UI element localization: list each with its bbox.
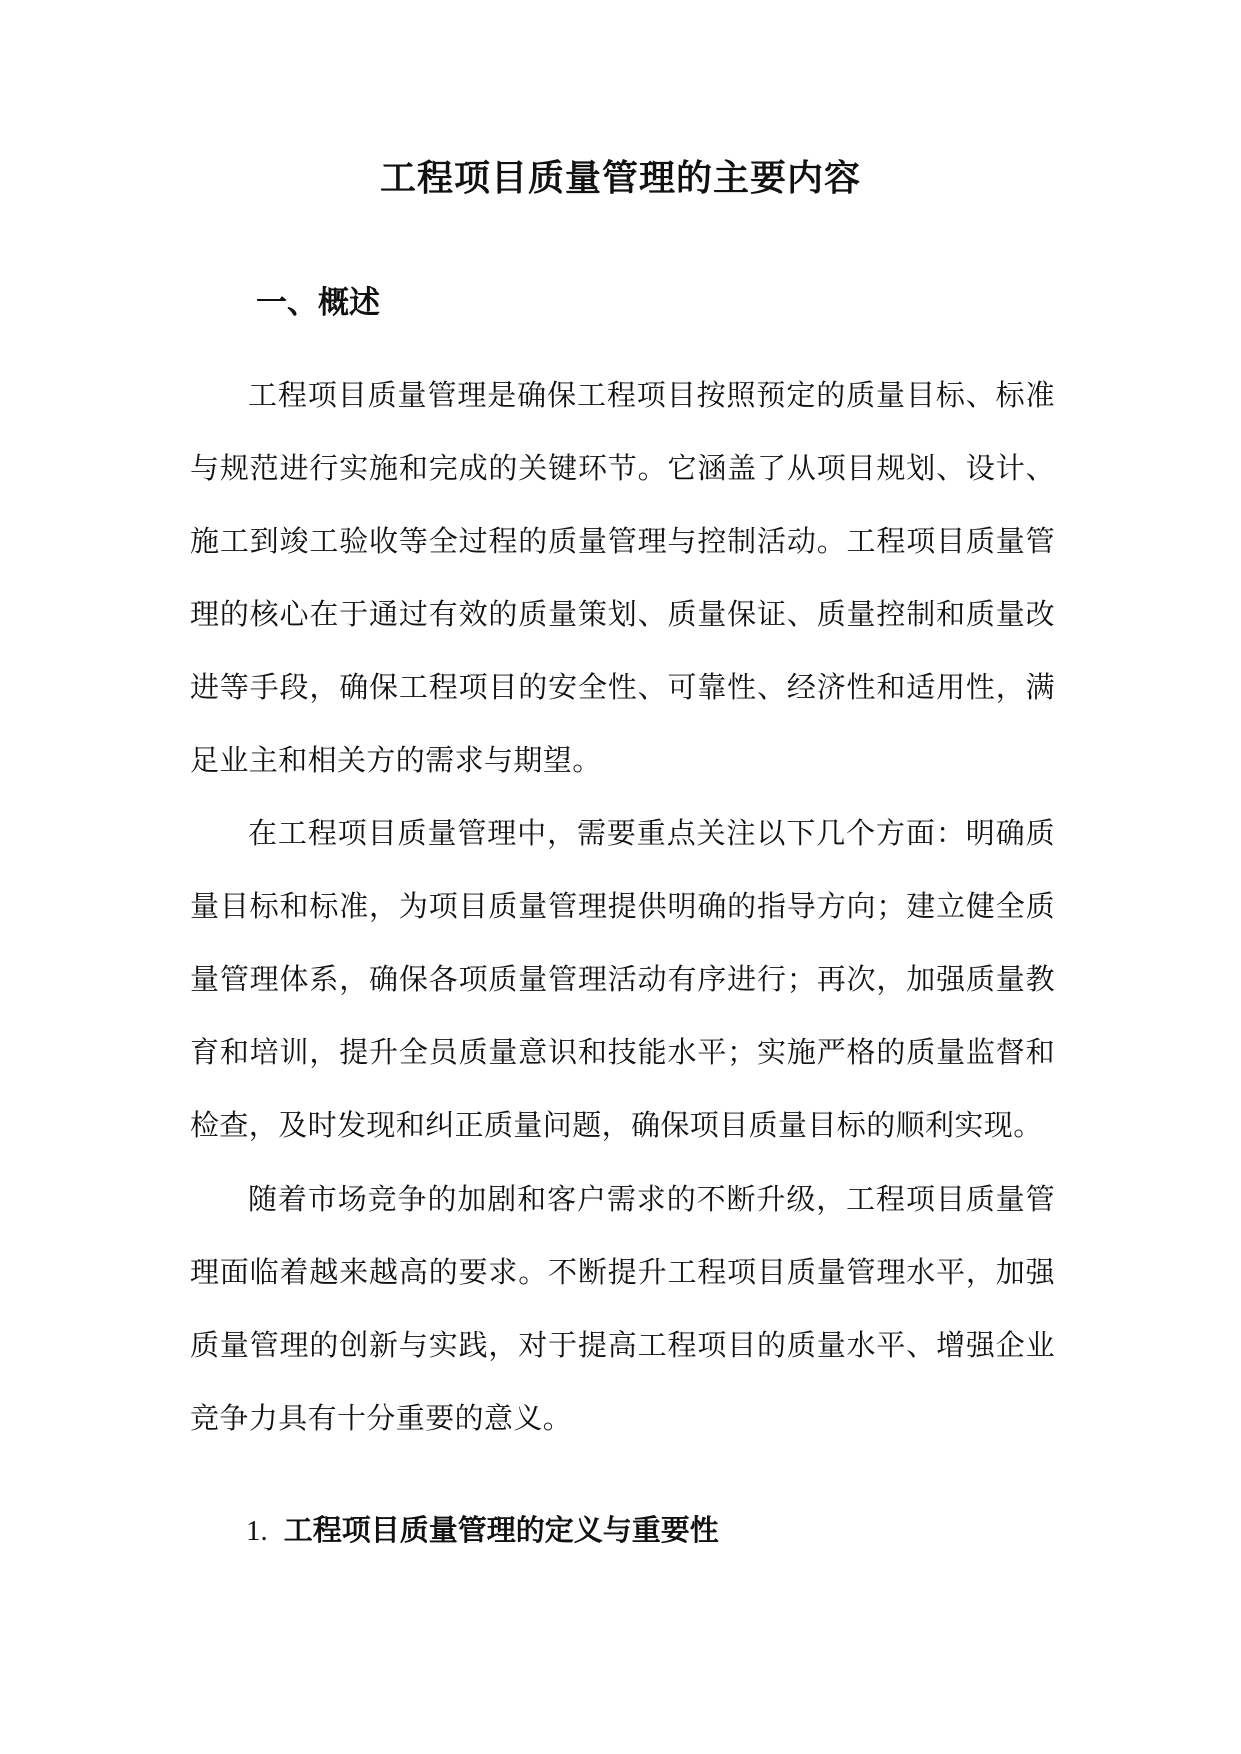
- paragraph-3: 随着市场竞争的加剧和客户需求的不断升级，工程项目质量管理面临着越来越高的要求。不断提升工程项目质量管理水平，加强质量管理的创新与实践，对于提高工程项目的质量水平、增强企业竞争力具有十分重要的意义。: [190, 1182, 1055, 1435]
- paragraph-2: 在工程项目质量管理中，需要重点关注以下几个方面：明确质量目标和标准，为项目质量管理提供明确的指导方向；建立健全质量管理体系，确保各项质量管理活动有序进行；再次，加强质量教育和培训，提升全员质量意识和技能水平；实施严格的质量监督和检查，及时发现和纠正质量问题，确保项目质量目标的顺利实现。: [190, 816, 1055, 1142]
- section-heading-overview: 一、概述: [256, 285, 380, 321]
- subheading-number: 1.: [246, 1515, 268, 1547]
- subheading-definition: [246, 1505, 719, 1556]
- paragraph-1: 工程项目质量管理是确保工程项目按照预定的质量目标、标准与规范进行实施和完成的关键环节。它涵盖了从项目规划、设计、施工到竣工验收等全过程的质量管理与控制活动。工程项目质量管理的核心在于通过有效的质量策划、质量保证、质量控制和质量改进等手段，确保工程项目的安全性、可靠性、经济性和适用性，满足业主和相关方的需求与期望。: [190, 378, 1055, 777]
- document-title: 工程项目质量管理的主要内容: [379, 157, 861, 199]
- subheading-text: 工程项目质量管理的定义与重要性: [283, 1513, 719, 1547]
